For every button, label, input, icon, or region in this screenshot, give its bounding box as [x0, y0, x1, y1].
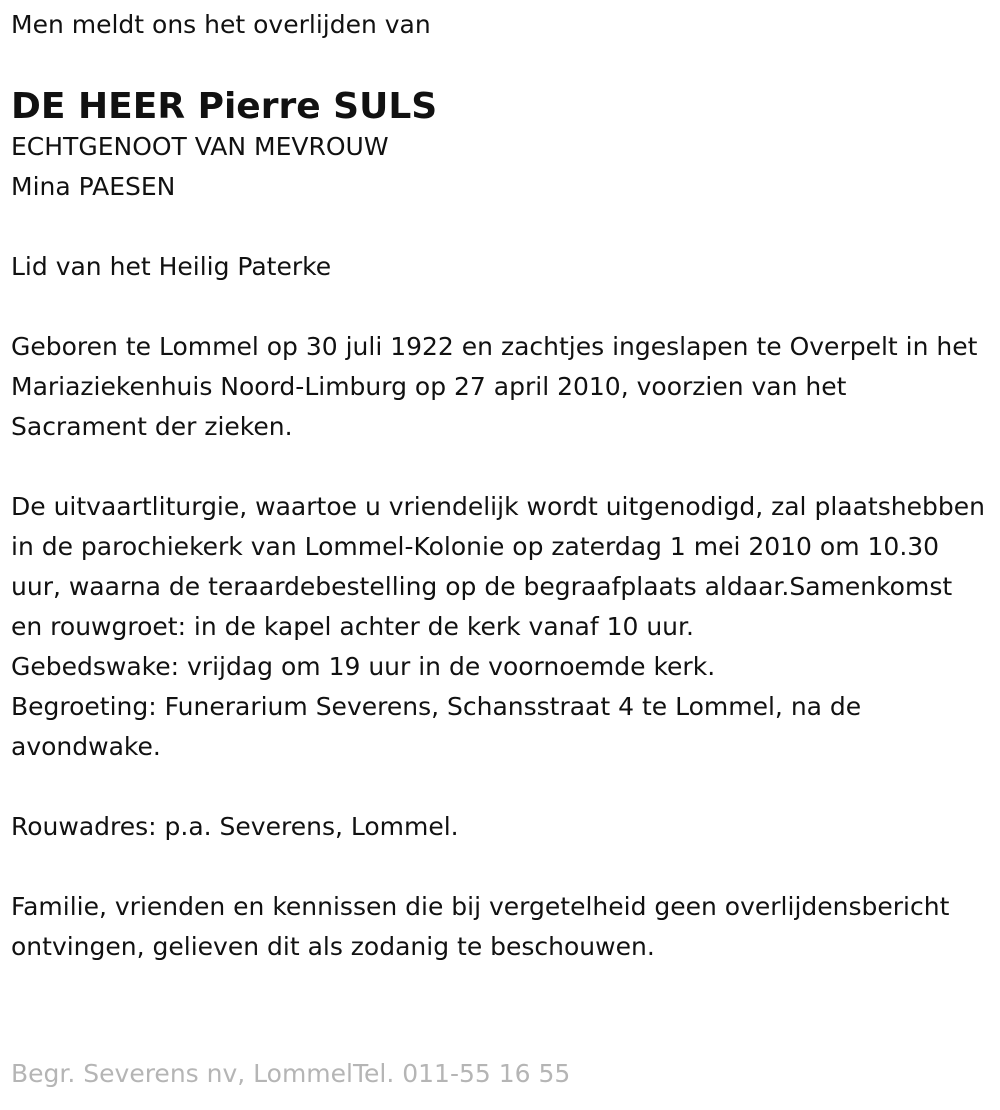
intro-line: Men meldt ons het overlijden van — [11, 10, 431, 39]
visitation-line: Begroeting: Funerarium Severens, Schansstraat 4 te Lommel, na de avondwake. — [11, 692, 862, 761]
undertaker-footer: Begr. Severens nv, LommelTel. 011-55 16 55 — [11, 1059, 571, 1088]
spouse-name: Mina PAESEN — [11, 172, 176, 201]
mourning-address-line: Rouwadres: p.a. Severens, Lommel. — [11, 812, 459, 841]
spouse-title: ECHTGENOOT VAN MEVROUW — [11, 132, 389, 161]
deceased-name: DE HEER Pierre SULS — [11, 86, 438, 127]
funeral-paragraph: De uitvaartliturgie, waartoe u vriendelijk wordt uitgenodigd, zal plaatshebben in de parochiekerk van Lommel-Kolonie op zaterdag 1 mei 2010 om 10.30 uur, waarna de teraardebestelling op de begraafplaats aldaar.Samenkomst en rouwgroet: in de kapel achter de kerk vanaf 10 uur. — [11, 492, 985, 641]
prayer-vigil-line: Gebedswake: vrijdag om 19 uur in de voornoemde kerk. — [11, 652, 716, 681]
membership-line: Lid van het Heilig Paterke — [11, 252, 332, 281]
birth-death-paragraph: Geboren te Lommel op 30 juli 1922 en zachtjes ingeslapen te Overpelt in het Mariaziekenhuis Noord-Limburg op 27 april 2010, voorzien van het Sacrament der zieken. — [11, 332, 978, 441]
death-notice — [11, 5, 986, 967]
closing-paragraph: Familie, vrienden en kennissen die bij vergetelheid geen overlijdensbericht ontvingen, gelieven dit als zodanig te beschouwen. — [11, 892, 950, 961]
